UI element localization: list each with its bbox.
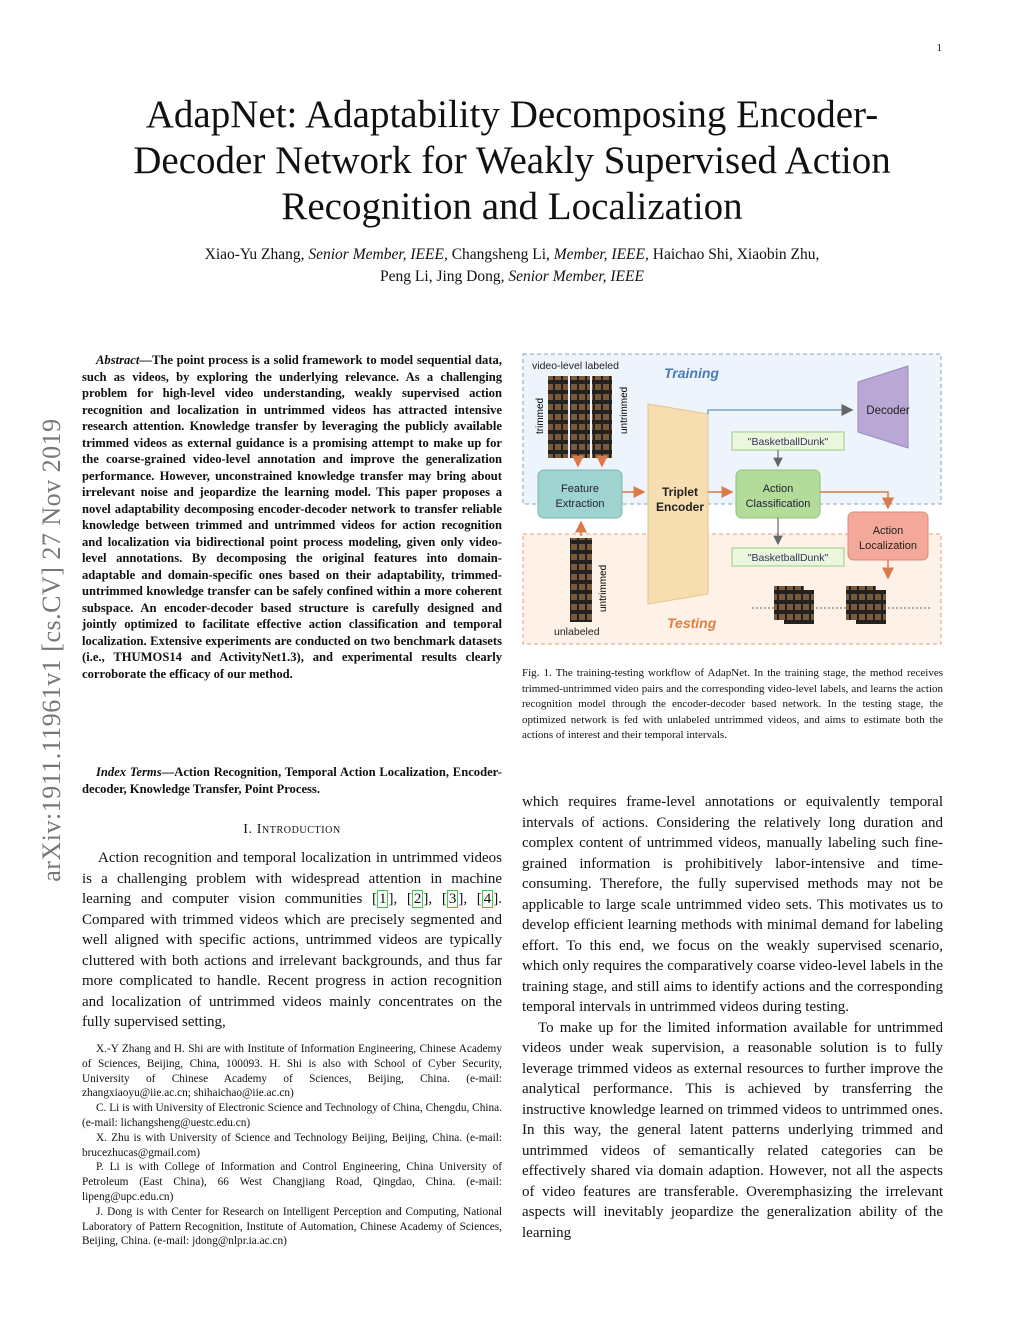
intro-paragraph: To make up for the limited information available for untrimmed videos under weak supervision, a reasonable solution is to fully leverage trimmed videos as external resources to further improve the analytical performance. This is achieved by transferring the instructive knowledge learned on trimmed videos to untrimmed ones. In this way, the general latent patterns underlying trimmed and untrimmed videos of semantically related categories can be effectively shared via domain adaption. However, not all the aspects of video features are transferable. Overemphasizing the irrelevant aspects will inevitably jeopardize the generalization ability of the learning bbox=[522, 1019, 943, 1241]
author-line-2 bbox=[80, 266, 944, 288]
author-role: Member, IEEE, bbox=[553, 246, 649, 263]
trimmed-label: trimmed bbox=[535, 397, 546, 434]
unlabeled-label: unlabeled bbox=[554, 626, 600, 638]
unlabeled-video-clip bbox=[570, 538, 592, 622]
index-terms-label: Index Terms bbox=[96, 765, 162, 779]
decoder-text: Decoder bbox=[866, 405, 910, 417]
author-name: Xiao-Yu Zhang, bbox=[204, 246, 309, 263]
paper-title: AdapNet: Adaptability Decomposing Encoder-Decoder Network for Weakly Supervised Action Recognition and Localization bbox=[133, 93, 891, 228]
action-classification-text: Classification bbox=[745, 498, 811, 510]
intro-paragraph: which requires frame-level annotations or equivalently temporal intervals of actions. Considering the relatively long duration and complex content of untrimmed videos, manually labeling such fine-grained information is prohibitively labor-intensive and time-consuming. Therefore, the fully supervised methods may not be applicable to large scale untrimmed video sets. This motivates us to develop efficient learning methods with minimal demand for labeling effort. To this end, we focus on the weakly supervised scenario, which only requires the comparatively coarse video-level labels in the training stage, and still aims to identify actions and the corresponding temporal intervals in untrimmed videos during testing. bbox=[522, 794, 943, 1015]
abstract-text: —The point process is a solid framework to model sequential data, such as videos, by exploring the underlying relevance. As a challenging problem for high-level video understanding, weakly supervised action recognition and localization in untrimmed videos has attracted intensive research attention. Knowledge transfer by leveraging the publicly available trimmed videos as external guidance is a promising attempt to make up for the coarse-grained video-level annotation and improve the generalization performance. However, unconstrained knowledge transfer may bring about irrelevant noise and jeopardize the learning model. This paper proposes a novel adaptability decomposing encoder-decoder network to transfer reliable knowledge between trimmed and untrimmed videos for action recognition and localization via bidirectional point process modeling, given only video-level annotations. By decomposing the original features into domain-adaptable and domain-specific ones based on their adaptability, trimmed-untrimmed knowledge transfer can be safely confined within a more coherent subspace. An encoder-decoder based structure is carefully designed and jointly optimized to facilitate effective action classification and temporal localization. Extensive experiments are conducted on two benchmark datasets (i.e., THUMOS14 and ActivityNet1.3), and experimental results clearly corroborate the efficacy of our method. bbox=[82, 353, 502, 681]
localized-clip bbox=[784, 590, 814, 624]
footnote: P. Li is with College of Information and Control Engineering, China University of Petroleum (East China), 66 West Changjiang Road, Qingdao, China. (e-mail: lipeng@upc.edu.cn) bbox=[82, 1161, 502, 1203]
intro-text: . Compared with trimmed videos which are precisely segmented and well aligned with specific actions, untrimmed videos are typically cluttered with both actions and irrelevant backgrounds, and thus far more complicated to handle. Recent progress in action recognition and localization of untrimmed videos mainly concentrates on the fully supervised setting, bbox=[82, 891, 502, 1030]
workflow-diagram bbox=[522, 352, 943, 656]
footnote: J. Dong is with Center for Research on Intelligent Perception and Computing, National Laboratory of Pattern Recognition, Institute of Automation, Chinese Academy of Sciences, Beijing, China. (e-mail: jdong@nlpr.ia.ac.cn) bbox=[82, 1205, 502, 1248]
citation-link[interactable]: 1 bbox=[378, 891, 387, 907]
abstract-label: Abstract bbox=[96, 353, 140, 367]
arxiv-identifier: arXiv:1911.11961v1 [cs.CV] 27 Nov 2019 bbox=[37, 418, 66, 882]
author-name: Haichao Shi, Xiaobin Zhu, bbox=[648, 246, 820, 263]
trimmed-video-clip bbox=[548, 376, 568, 458]
testing-label: Testing bbox=[667, 615, 717, 631]
footnote: X.-Y Zhang and H. Shi are with Institute of Information Engineering, Chinese Academy of Sciences, Beijing, China, 100093. H. Shi is also with School of Cyber Security, University of Chinese Academy of Sciences, Beijing, China. (e-mail: zhangxiaoyu@iie.ac.cn; shihaichao@iie.ac.cn) bbox=[82, 1043, 502, 1100]
index-terms bbox=[82, 764, 502, 797]
untrimmed-video-clip bbox=[592, 376, 612, 458]
section-number: I. bbox=[243, 822, 257, 837]
action-classification-text: Action bbox=[762, 483, 794, 495]
section-heading bbox=[82, 822, 502, 838]
label-text-training: "BasketballDunk" bbox=[747, 436, 829, 448]
label-text-testing: "BasketballDunk" bbox=[747, 552, 829, 564]
footnote: C. Li is with University of Electronic Science and Technology of China, Chengdu, China. (e-mail: lichangsheng@uestc.edu.cn) bbox=[82, 1102, 502, 1129]
trimmed-video-clip bbox=[570, 376, 590, 458]
video-level-labeled-label: video-level labeled bbox=[532, 360, 619, 372]
footnote: X. Zhu is with University of Science and Technology Beijing, Beijing, China. (e-mail: brucezhucas@gmail.com) bbox=[82, 1131, 502, 1159]
author-name: Changsheng Li, bbox=[447, 246, 554, 263]
intro-paragraph-right bbox=[522, 792, 943, 1243]
citation-link[interactable]: 4 bbox=[483, 891, 492, 907]
action-localization-text: Action bbox=[872, 525, 904, 537]
author-role: Senior Member, IEEE bbox=[508, 268, 644, 285]
index-terms-text: —Action Recognition, Temporal Action Localization, Encoder-decoder, Knowledge Transfer, Point Process. bbox=[82, 765, 502, 796]
author-name: Peng Li, Jing Dong, bbox=[380, 268, 509, 285]
untrimmed-label-testing: untrimmed bbox=[598, 564, 609, 612]
action-localization-text: Localization bbox=[858, 540, 918, 552]
triplet-encoder-text: Encoder bbox=[655, 500, 705, 514]
page-number: 1 bbox=[936, 42, 942, 54]
author-role: Senior Member, IEEE, bbox=[308, 246, 448, 263]
intro-paragraph-left: Action recognition and temporal localization in untrimmed videos is a challenging problem with widespread attention in machine learning and computer vision communities [ 1 ], [ 2 ], [ 3 ], [ 4 ]. Compared with trimmed videos which are precisely segmented and well aligned with specific actions, untrimmed videos are typically cluttered with both actions and irrelevant backgrounds, and thus far more complicated to handle. Recent progress in action recognition and localization of untrimmed videos mainly concentrates on the fully supervised setting, bbox=[82, 850, 502, 1030]
abstract bbox=[82, 352, 502, 682]
footnotes bbox=[82, 1042, 502, 1249]
training-label: Training bbox=[664, 365, 719, 381]
untrimmed-label: untrimmed bbox=[619, 386, 630, 434]
section-title: Introduction bbox=[256, 822, 341, 837]
intro-text: Action recognition and temporal localization in untrimmed videos is a challenging problem with widespread attention in machine learning and computer vision communities bbox=[82, 850, 502, 907]
feature-extraction-text: Extraction bbox=[555, 498, 605, 510]
citation-link[interactable]: 2 bbox=[413, 891, 422, 907]
triplet-encoder-text: Triplet bbox=[661, 485, 699, 499]
author-list bbox=[80, 244, 944, 288]
author-line-1 bbox=[80, 244, 944, 266]
localized-clip bbox=[856, 590, 886, 624]
figure-caption: Fig. 1. The training-testing workflow of AdapNet. In the training stage, the method receives trimmed-untrimmed video pairs and the corresponding video-level labels, and learns the action recognition model through the encoder-decoder based network. In the testing stage, the optimized network is fed with unlabeled untrimmed videos, and aims to estimate both the actions of interest and their temporal intervals. bbox=[522, 667, 943, 741]
figure-1 bbox=[522, 352, 943, 656]
citation-link[interactable]: 3 bbox=[448, 891, 457, 907]
feature-extraction-text: Feature bbox=[561, 483, 599, 495]
